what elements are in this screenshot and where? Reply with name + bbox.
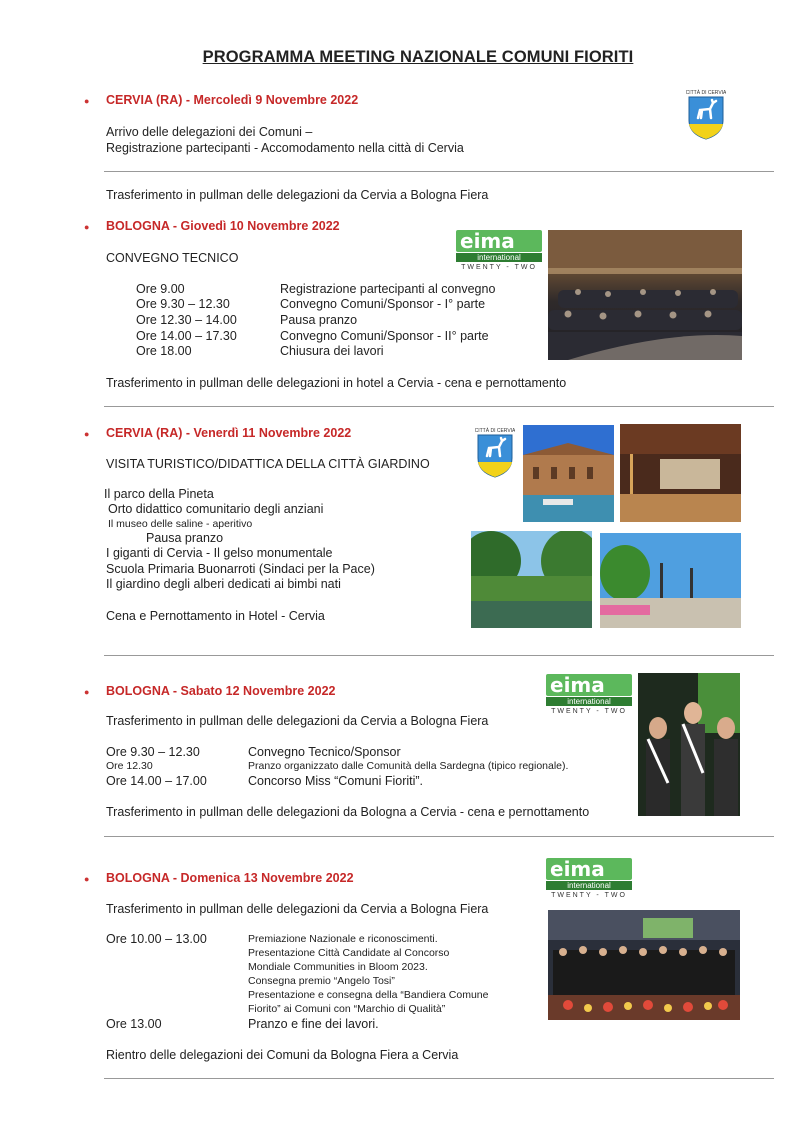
eima-logo (546, 858, 632, 899)
cervia-crest-logo (475, 426, 515, 478)
s1-transfer: Trasferimento in pullman delle delegazioni da Cervia a Bologna Fiera (106, 188, 489, 202)
divider (104, 171, 774, 172)
eima-logo-text: eima (546, 858, 632, 880)
s5-desc-1-2: Mondiale Communities in Bloom 2023. (248, 961, 428, 973)
eima-logo (456, 230, 542, 271)
s2-time-0: Ore 9.00 (136, 282, 185, 296)
eima-logo-sub: international (546, 697, 632, 706)
s2-time-4: Ore 18.00 (136, 344, 192, 358)
s4-time-0: Ore 9.30 – 12.30 (106, 745, 200, 759)
day-heading-2: BOLOGNA - Giovedì 10 Novembre 2022 (106, 219, 340, 233)
s3-item-6: Il giardino degli alberi dedicati ai bimbi nati (106, 577, 341, 591)
eima-logo-sub: international (546, 881, 632, 890)
s5-transfer-in: Trasferimento in pullman delle delegazioni da Cervia a Bologna Fiera (106, 902, 489, 916)
s3-item-0: Il parco della Pineta (104, 487, 214, 501)
s4-transfer-in: Trasferimento in pullman delle delegazioni da Cervia a Bologna Fiera (106, 714, 489, 728)
crest-label: CITTÀ DI CERVIA (475, 428, 515, 434)
s3-item-1: Orto didattico comunitario degli anziani (108, 502, 324, 516)
s2-desc-4: Chiusura dei lavori (280, 344, 384, 358)
divider (104, 406, 774, 407)
conference-hall-photo (548, 230, 742, 360)
bullet-icon: ● (84, 96, 90, 106)
s4-desc-2: Concorso Miss “Comuni Fioriti”. (248, 774, 424, 788)
s5-desc-1-1: Presentazione Città Candidate al Concorso (248, 947, 450, 959)
salt-museum-photo (620, 424, 741, 522)
s4-desc-1: Pranzo organizzato dalle Comunità della Sardegna (tipico regionale). (248, 760, 569, 772)
page-title: PROGRAMMA MEETING NAZIONALE COMUNI FIORITI (202, 48, 634, 66)
s4-time-2: Ore 14.00 – 17.00 (106, 774, 207, 788)
crest-label: CITTÀ DI CERVIA (686, 90, 726, 96)
s2-desc-2: Pausa pranzo (280, 313, 358, 327)
s4-desc-0: Convegno Tecnico/Sponsor (248, 745, 401, 759)
s3-closing: Cena e Pernottamento in Hotel - Cervia (106, 609, 325, 623)
s3-item-4: I giganti di Cervia - Il gelso monumentale (106, 546, 333, 560)
s5-time-1: Ore 10.00 – 13.00 (106, 932, 207, 946)
bullet-icon: ● (84, 429, 90, 439)
s5-return: Rientro delle delegazioni dei Comuni da Bologna Fiera a Cervia (106, 1048, 459, 1062)
s2-desc-0: Registrazione partecipanti al convegno (280, 282, 496, 296)
s2-transfer: Trasferimento in pullman delle delegazioni in hotel a Cervia - cena e pernottamento (106, 376, 567, 390)
award-ceremony-photo (548, 910, 740, 1020)
s4-time-1: Ore 12.30 (106, 760, 153, 772)
eima-logo-text: eima (546, 674, 632, 696)
eima-logo-year: TWENTY - TWO (551, 892, 627, 899)
s1-line-2: Registrazione partecipanti - Accomodamento nella città di Cervia (106, 141, 464, 155)
s1-line-1: Arrivo delle delegazioni dei Comuni – (106, 125, 313, 139)
s5-desc-1-5: Fiorito” ai Comuni con “Marchio di Qualità” (248, 1003, 446, 1015)
eima-logo (546, 674, 632, 715)
eima-logo-year: TWENTY - TWO (461, 264, 537, 271)
eima-logo-sub: international (456, 253, 542, 262)
s2-time-1: Ore 9.30 – 12.30 (136, 297, 230, 311)
divider (104, 836, 774, 837)
s2-desc-3: Convegno Comuni/Sponsor - II° parte (280, 329, 489, 343)
s2-desc-1: Convegno Comuni/Sponsor - I° parte (280, 297, 486, 311)
s3-subtitle: VISITA TURISTICO/DIDATTICA DELLA CITTÀ GIARDINO (106, 457, 430, 471)
s3-item-3: Pausa pranzo (146, 531, 224, 545)
bullet-icon: ● (84, 874, 90, 884)
day-heading-5: BOLOGNA - Domenica 13 Novembre 2022 (106, 871, 354, 885)
eima-logo-year: TWENTY - TWO (551, 708, 627, 715)
s5-desc-1-4: Presentazione e consegna della “Bandiera Comune (248, 989, 489, 1001)
bullet-icon: ● (84, 687, 90, 697)
day-heading-1: CERVIA (RA) - Mercoledì 9 Novembre 2022 (106, 93, 359, 107)
miss-contest-photo (638, 673, 740, 816)
salt-warehouse-photo (523, 425, 614, 522)
bullet-icon: ● (84, 222, 90, 232)
s3-item-5: Scuola Primaria Buonarroti (Sindaci per la Pace) (106, 562, 375, 576)
s5-desc-1-0: Premiazione Nazionale e riconoscimenti. (248, 933, 438, 945)
divider (104, 655, 774, 656)
s2-time-3: Ore 14.00 – 17.30 (136, 329, 237, 343)
cervia-promenade-photo (600, 533, 741, 628)
s5-desc-2: Pranzo e fine dei lavori. (248, 1017, 379, 1031)
divider (104, 1078, 774, 1079)
s5-desc-1-3: Consegna premio “Angelo Tosi” (248, 975, 395, 987)
s2-time-2: Ore 12.30 – 14.00 (136, 313, 237, 327)
day-heading-3: CERVIA (RA) - Venerdì 11 Novembre 2022 (106, 426, 352, 440)
day-heading-4: BOLOGNA - Sabato 12 Novembre 2022 (106, 684, 336, 698)
s2-subtitle: CONVEGNO TECNICO (106, 251, 239, 265)
s3-item-2: Il museo delle saline - aperitivo (108, 518, 253, 530)
eima-logo-text: eima (456, 230, 542, 252)
s5-time-2: Ore 13.00 (106, 1017, 162, 1031)
cervia-crest-logo (686, 88, 726, 140)
s4-transfer-out: Trasferimento in pullman delle delegazioni da Bologna a Cervia - cena e pernottamento (106, 805, 590, 819)
pineta-canal-photo (471, 531, 592, 628)
